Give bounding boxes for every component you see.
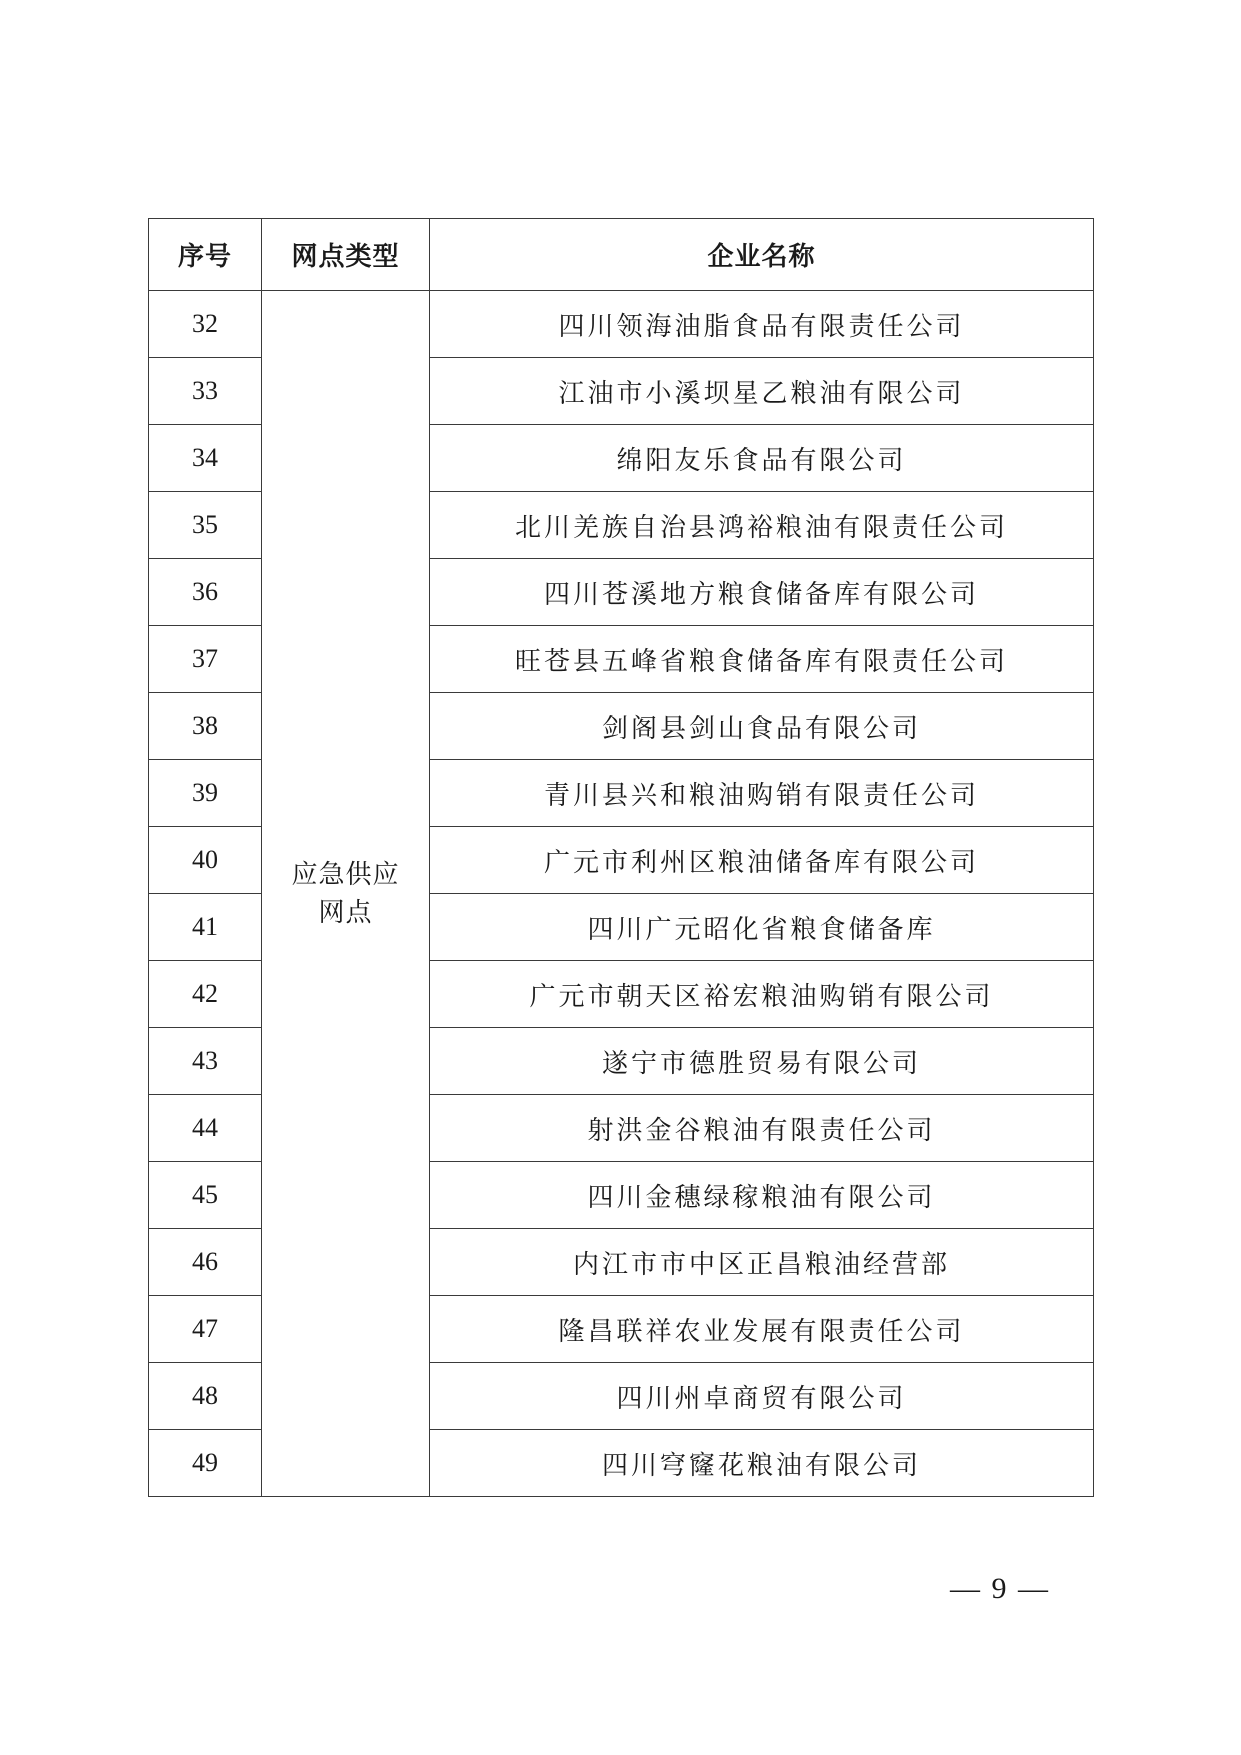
row-number: 32 (149, 291, 262, 358)
row-number: 44 (149, 1095, 262, 1162)
company-name: 四川苍溪地方粮食储备库有限公司 (430, 559, 1094, 626)
row-number: 38 (149, 693, 262, 760)
company-name: 四川广元昭化省粮食储备库 (430, 894, 1094, 961)
company-name: 四川领海油脂食品有限责任公司 (430, 291, 1094, 358)
company-name: 旺苍县五峰省粮食储备库有限责任公司 (430, 626, 1094, 693)
row-number: 39 (149, 760, 262, 827)
header-type: 网点类型 (262, 219, 430, 291)
row-number: 46 (149, 1229, 262, 1296)
company-name: 江油市小溪坝星乙粮油有限公司 (430, 358, 1094, 425)
type-cell (262, 291, 430, 1497)
table-header-row (149, 219, 1094, 291)
row-number: 45 (149, 1162, 262, 1229)
company-name: 四川穹窿花粮油有限公司 (430, 1430, 1094, 1497)
header-name: 企业名称 (430, 219, 1094, 291)
company-name: 青川县兴和粮油购销有限责任公司 (430, 760, 1094, 827)
header-number: 序号 (149, 219, 262, 291)
table-row (149, 291, 1094, 358)
row-number: 42 (149, 961, 262, 1028)
row-number: 35 (149, 492, 262, 559)
row-number: 48 (149, 1363, 262, 1430)
company-name: 隆昌联祥农业发展有限责任公司 (430, 1296, 1094, 1363)
company-name: 剑阁县剑山食品有限公司 (430, 693, 1094, 760)
company-name: 内江市市中区正昌粮油经营部 (430, 1229, 1094, 1296)
row-number: 49 (149, 1430, 262, 1497)
company-name: 遂宁市德胜贸易有限公司 (430, 1028, 1094, 1095)
page-number: — 9 — (950, 1572, 1050, 1605)
row-number: 41 (149, 894, 262, 961)
row-number: 40 (149, 827, 262, 894)
company-name: 北川羌族自治县鸿裕粮油有限责任公司 (430, 492, 1094, 559)
company-name: 广元市利州区粮油储备库有限公司 (430, 827, 1094, 894)
enterprise-table (148, 218, 1094, 1497)
row-number: 47 (149, 1296, 262, 1363)
row-number: 43 (149, 1028, 262, 1095)
company-name: 四川州卓商贸有限公司 (430, 1363, 1094, 1430)
type-label-line1: 应急供应 (291, 859, 400, 890)
company-name: 射洪金谷粮油有限责任公司 (430, 1095, 1094, 1162)
row-number: 34 (149, 425, 262, 492)
row-number: 36 (149, 559, 262, 626)
type-label-line2: 网点 (318, 897, 373, 928)
row-number: 37 (149, 626, 262, 693)
company-name: 四川金穗绿稼粮油有限公司 (430, 1162, 1094, 1229)
company-name: 广元市朝天区裕宏粮油购销有限公司 (430, 961, 1094, 1028)
row-number: 33 (149, 358, 262, 425)
company-name: 绵阳友乐食品有限公司 (430, 425, 1094, 492)
